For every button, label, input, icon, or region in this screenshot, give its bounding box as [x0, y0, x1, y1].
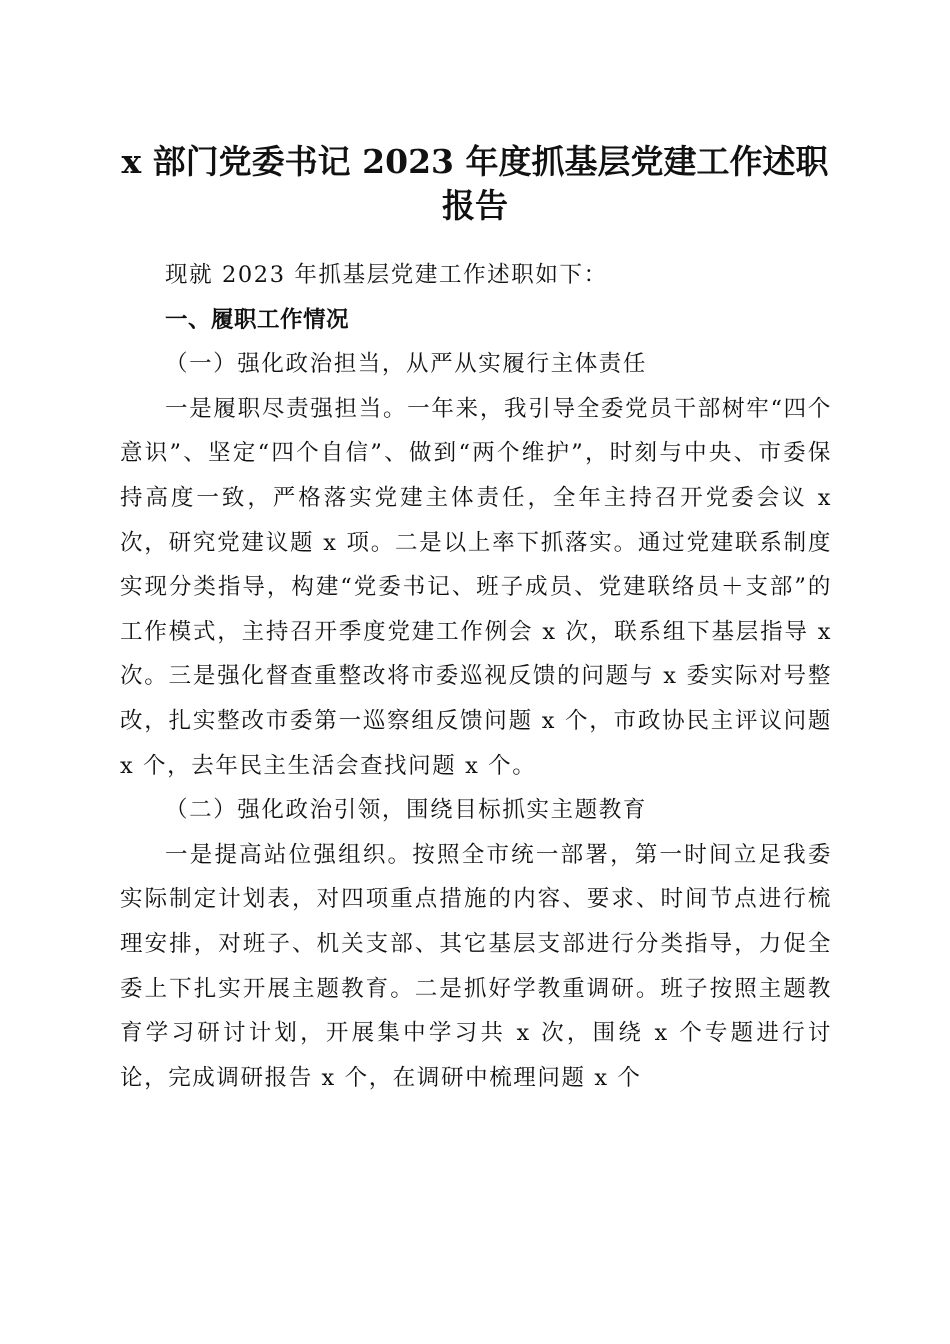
section-heading-1: 一、履职工作情况	[165, 306, 350, 333]
subsection-heading-2: （二）强化政治引领，围绕目标抓实主题教育	[165, 797, 648, 824]
document-body	[120, 253, 832, 1100]
paragraph-1: 一是履职尽责强担当。一年来，我引导全委党员干部树牢“四个意识”、坚定“四个自信”、做到“两个维护”，时刻与中央、市委保持高度一致，严格落实党建主体责任，全年主持召开党委会议 x 次，研究党建议题 x 项。二是以上率下抓落实。通过党建联系制度实现分类指导，构建“党委书记、班子成员、党建联络员＋支部”的工作模式，主持召开季度党建工作例会 x 次，联系组下基层指导 x 次。三是强化督查重整改将市委巡视反馈的问题与 x 委实际对号整改，扎实整改市委第一巡察组反馈问题 x 个，市政协民主评议问题 x 个，去年民主生活会查找问题 x 个。	[120, 395, 832, 779]
intro-paragraph: 现就 2023 年抓基层党建工作述职如下：	[165, 262, 608, 288]
paragraph-2: 一是提高站位强组织。按照全市统一部署，第一时间立足我委实际制定计划表，对四项重点措施的内容、要求、时间节点进行梳理安排，对班子、机关支部、其它基层支部进行分类指导，力促全委上下扎实开展主题教育。二是抓好学教重调研。班子按照主题教育学习研讨计划，开展集中学习共 x 次，围绕 x 个专题进行讨论，完成调研报告 x 个，在调研中梳理问题 x 个	[120, 841, 832, 1091]
document-title	[100, 140, 850, 228]
title-line-2: 报告	[442, 186, 508, 225]
subsection-heading-1: （一）强化政治担当，从严从实履行主体责任	[165, 351, 648, 378]
title-line-1: x 部门党委书记 2023 年度抓基层党建工作述职	[121, 142, 829, 181]
